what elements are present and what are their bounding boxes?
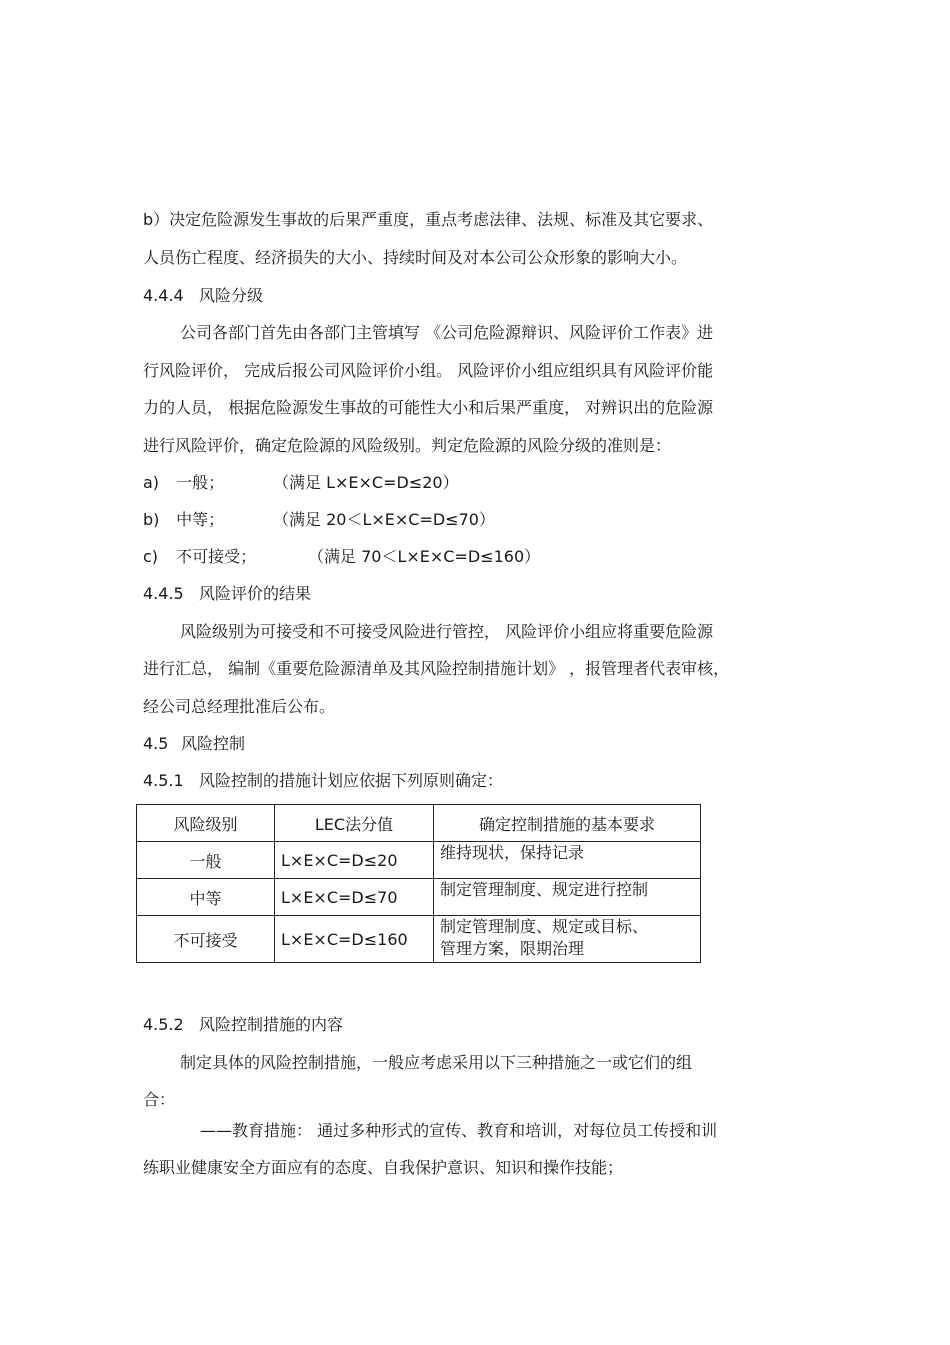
section-number: 4.5.2 — [143, 1015, 184, 1034]
paragraph-452-line-4: 练职业健康安全方面应有的态度、自我保护意识、知识和操作技能； — [143, 1158, 624, 1177]
table-row — [137, 842, 701, 879]
paragraph-452-line-1: 制定具体的风险控制措施，一般应考虑采用以下三种措施之一或它们的组 — [180, 1053, 693, 1072]
requirement-line: 管理方案，限期治理 — [440, 939, 585, 958]
column-header: 确定控制措施的基本要求 — [434, 805, 701, 842]
paragraph-445-line-1: 风险级别为可接受和不可接受风险进行管控， 风险评价小组应将重要危险源 — [180, 622, 714, 641]
criteria-item — [143, 547, 541, 567]
criteria-key: c) — [143, 547, 159, 566]
requirement-line: 制定管理制度、规定或目标、 — [440, 917, 649, 936]
risk-level-cell: 中等 — [137, 879, 275, 916]
criteria-condition: （满足 20＜L×E×C=D≤70） — [273, 510, 495, 529]
section-number: 4.4.4 — [143, 286, 184, 305]
section-number: 4.4.5 — [143, 584, 184, 603]
criteria-level: 中等； — [176, 510, 225, 529]
paragraph-452-line-3: ——教育措施： 通过多种形式的宣传、教育和培训，对每位员工传授和训 — [200, 1121, 718, 1140]
paragraph-444-line-3: 力的人员， 根据危险源发生事故的可能性大小和后果严重度， 对辨识出的危险源 — [143, 398, 714, 417]
section-number: 4.5.1 — [143, 771, 184, 790]
criteria-condition: （满足 70＜L×E×C=D≤160） — [308, 547, 541, 566]
risk-level-cell: 不可接受 — [137, 916, 275, 963]
section-number: 4.5 — [143, 734, 169, 753]
lec-score-cell: L×E×C=D≤20 — [275, 842, 434, 879]
risk-control-table — [136, 804, 701, 963]
requirement-cell — [434, 916, 701, 963]
criteria-key: a) — [143, 473, 160, 492]
section-title: 风险控制 — [181, 734, 246, 753]
paragraph-452-line-2: 合： — [143, 1090, 176, 1109]
section-title: 风险评价的结果 — [199, 584, 312, 603]
requirement-cell — [434, 879, 701, 916]
paragraph-b-line-2: 人员伤亡程度、经济损失的大小、持续时间及对本公司公众形象的影响大小。 — [143, 248, 688, 267]
criteria-condition: （满足 L×E×C=D≤20） — [273, 473, 459, 492]
criteria-level: 一般； — [176, 473, 225, 492]
lec-score-cell: L×E×C=D≤160 — [275, 916, 434, 963]
column-header: 风险级别 — [137, 805, 275, 842]
heading-4-5 — [143, 734, 245, 754]
requirement-cell — [434, 842, 701, 879]
risk-level-cell: 一般 — [137, 842, 275, 879]
paragraph-444-line-1: 公司各部门首先由各部门主管填写 《公司危险源辩识、风险评价工作表》进 — [180, 323, 714, 342]
heading-4-4-4 — [143, 286, 263, 306]
paragraph-445-line-2: 进行汇总， 编制《重要危险源清单及其风险控制措施计划》 ，报管理者代表审核， — [143, 659, 730, 678]
section-title: 风险控制的措施计划应依据下列原则确定： — [199, 771, 504, 790]
paragraph-444-line-2: 行风险评价， 完成后报公司风险评价小组。 风险评价小组应组织具有风险评价能 — [143, 361, 714, 380]
table-row — [137, 879, 701, 916]
lec-score-cell: L×E×C=D≤70 — [275, 879, 434, 916]
paragraph-444-line-4: 进行风险评价，确定危险源的风险级别。判定危险源的风险分级的准则是： — [143, 436, 672, 455]
paragraph-445-line-3: 经公司总经理批准后公布。 — [143, 697, 336, 716]
column-header: LEC法分值 — [275, 805, 434, 842]
requirement-line: 维持现状，保持记录 — [440, 843, 585, 862]
section-title: 风险控制措施的内容 — [199, 1015, 344, 1034]
criteria-item — [143, 473, 459, 493]
table-row — [137, 916, 701, 963]
heading-4-5-2 — [143, 1015, 343, 1035]
heading-4-4-5 — [143, 584, 311, 604]
table-header-row — [137, 805, 701, 842]
requirement-line: 制定管理制度、规定进行控制 — [440, 880, 649, 899]
criteria-level: 不可接受； — [176, 547, 257, 566]
heading-4-5-1 — [143, 771, 503, 791]
section-title: 风险分级 — [199, 286, 264, 305]
paragraph-b-line-1: b）决定危险源发生事故的后果严重度，重点考虑法律、法规、标准及其它要求、 — [143, 210, 714, 229]
criteria-item — [143, 510, 495, 530]
criteria-key: b) — [143, 510, 160, 529]
